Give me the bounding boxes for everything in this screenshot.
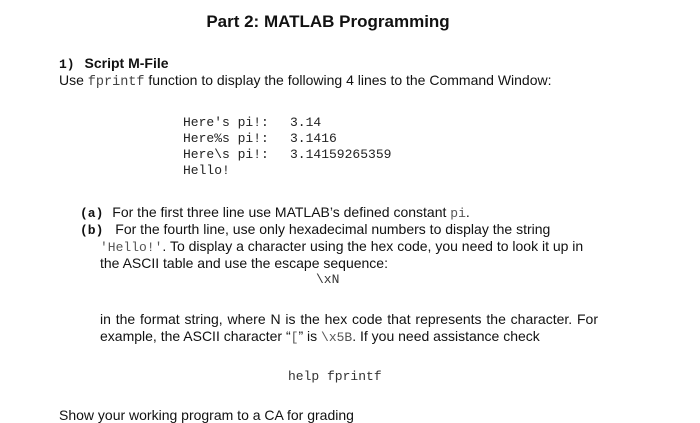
item-a [80, 204, 470, 221]
intro-after: function to display the following 4 lines to the Command Window: [144, 72, 552, 88]
code-value: 3.14159265359 [290, 147, 392, 162]
item-a-label: (a) [80, 206, 104, 221]
item-b-line1-text: For the fourth line, use only hexadecimal numbers to display the string [115, 221, 551, 237]
code-line-3 [183, 147, 392, 164]
code-line-1 [183, 115, 322, 132]
code-text: Here's pi!: [183, 115, 269, 130]
item-b-line2 [100, 238, 583, 255]
code-text: Here%s pi!: [183, 131, 269, 146]
item-a-text: For the first three line use MATLAB’s defined constant [112, 204, 451, 220]
section-title: Script M-File [84, 55, 169, 71]
item-b-label: (b) [80, 223, 104, 238]
help-command: help fprintf [288, 369, 382, 384]
code-line-4 [183, 163, 230, 180]
item-b-line1 [80, 221, 550, 238]
format-paragraph [100, 311, 598, 346]
intro-before: Use [59, 72, 88, 88]
para-code-hex: \x5B [321, 330, 353, 345]
item-b-code: 'Hello!' [100, 240, 163, 255]
section-number: 1) [59, 57, 75, 72]
footer-instruction: Show your working program to a CA for grading [59, 407, 354, 423]
section-heading [59, 55, 169, 72]
item-b-line3: the ASCII table and use the escape sequence: [100, 255, 388, 271]
item-a-code: pi [450, 206, 466, 221]
code-value: 3.1416 [290, 131, 337, 146]
intro-code: fprintf [87, 75, 145, 90]
intro-text [59, 72, 552, 90]
code-value: 3.14 [290, 115, 322, 130]
para-code-char: [ [290, 330, 299, 345]
para-part3: . If you need assistance check [352, 328, 540, 344]
page-title: Part 2: MATLAB Programming [206, 12, 450, 31]
item-a-end: . [465, 204, 470, 220]
escape-sequence: \xN [316, 272, 340, 287]
code-line-2 [183, 131, 337, 148]
para-part2: ” is [298, 328, 322, 344]
code-text: Here\s pi!: [183, 147, 269, 162]
code-text: Hello! [183, 163, 230, 178]
item-b-line2-text: . To display a character using the hex code, you need to look it up in [162, 238, 584, 254]
para-part1: in the format string, where N is the hex code that represents the character. For example, the ASCII character “ [100, 311, 598, 344]
